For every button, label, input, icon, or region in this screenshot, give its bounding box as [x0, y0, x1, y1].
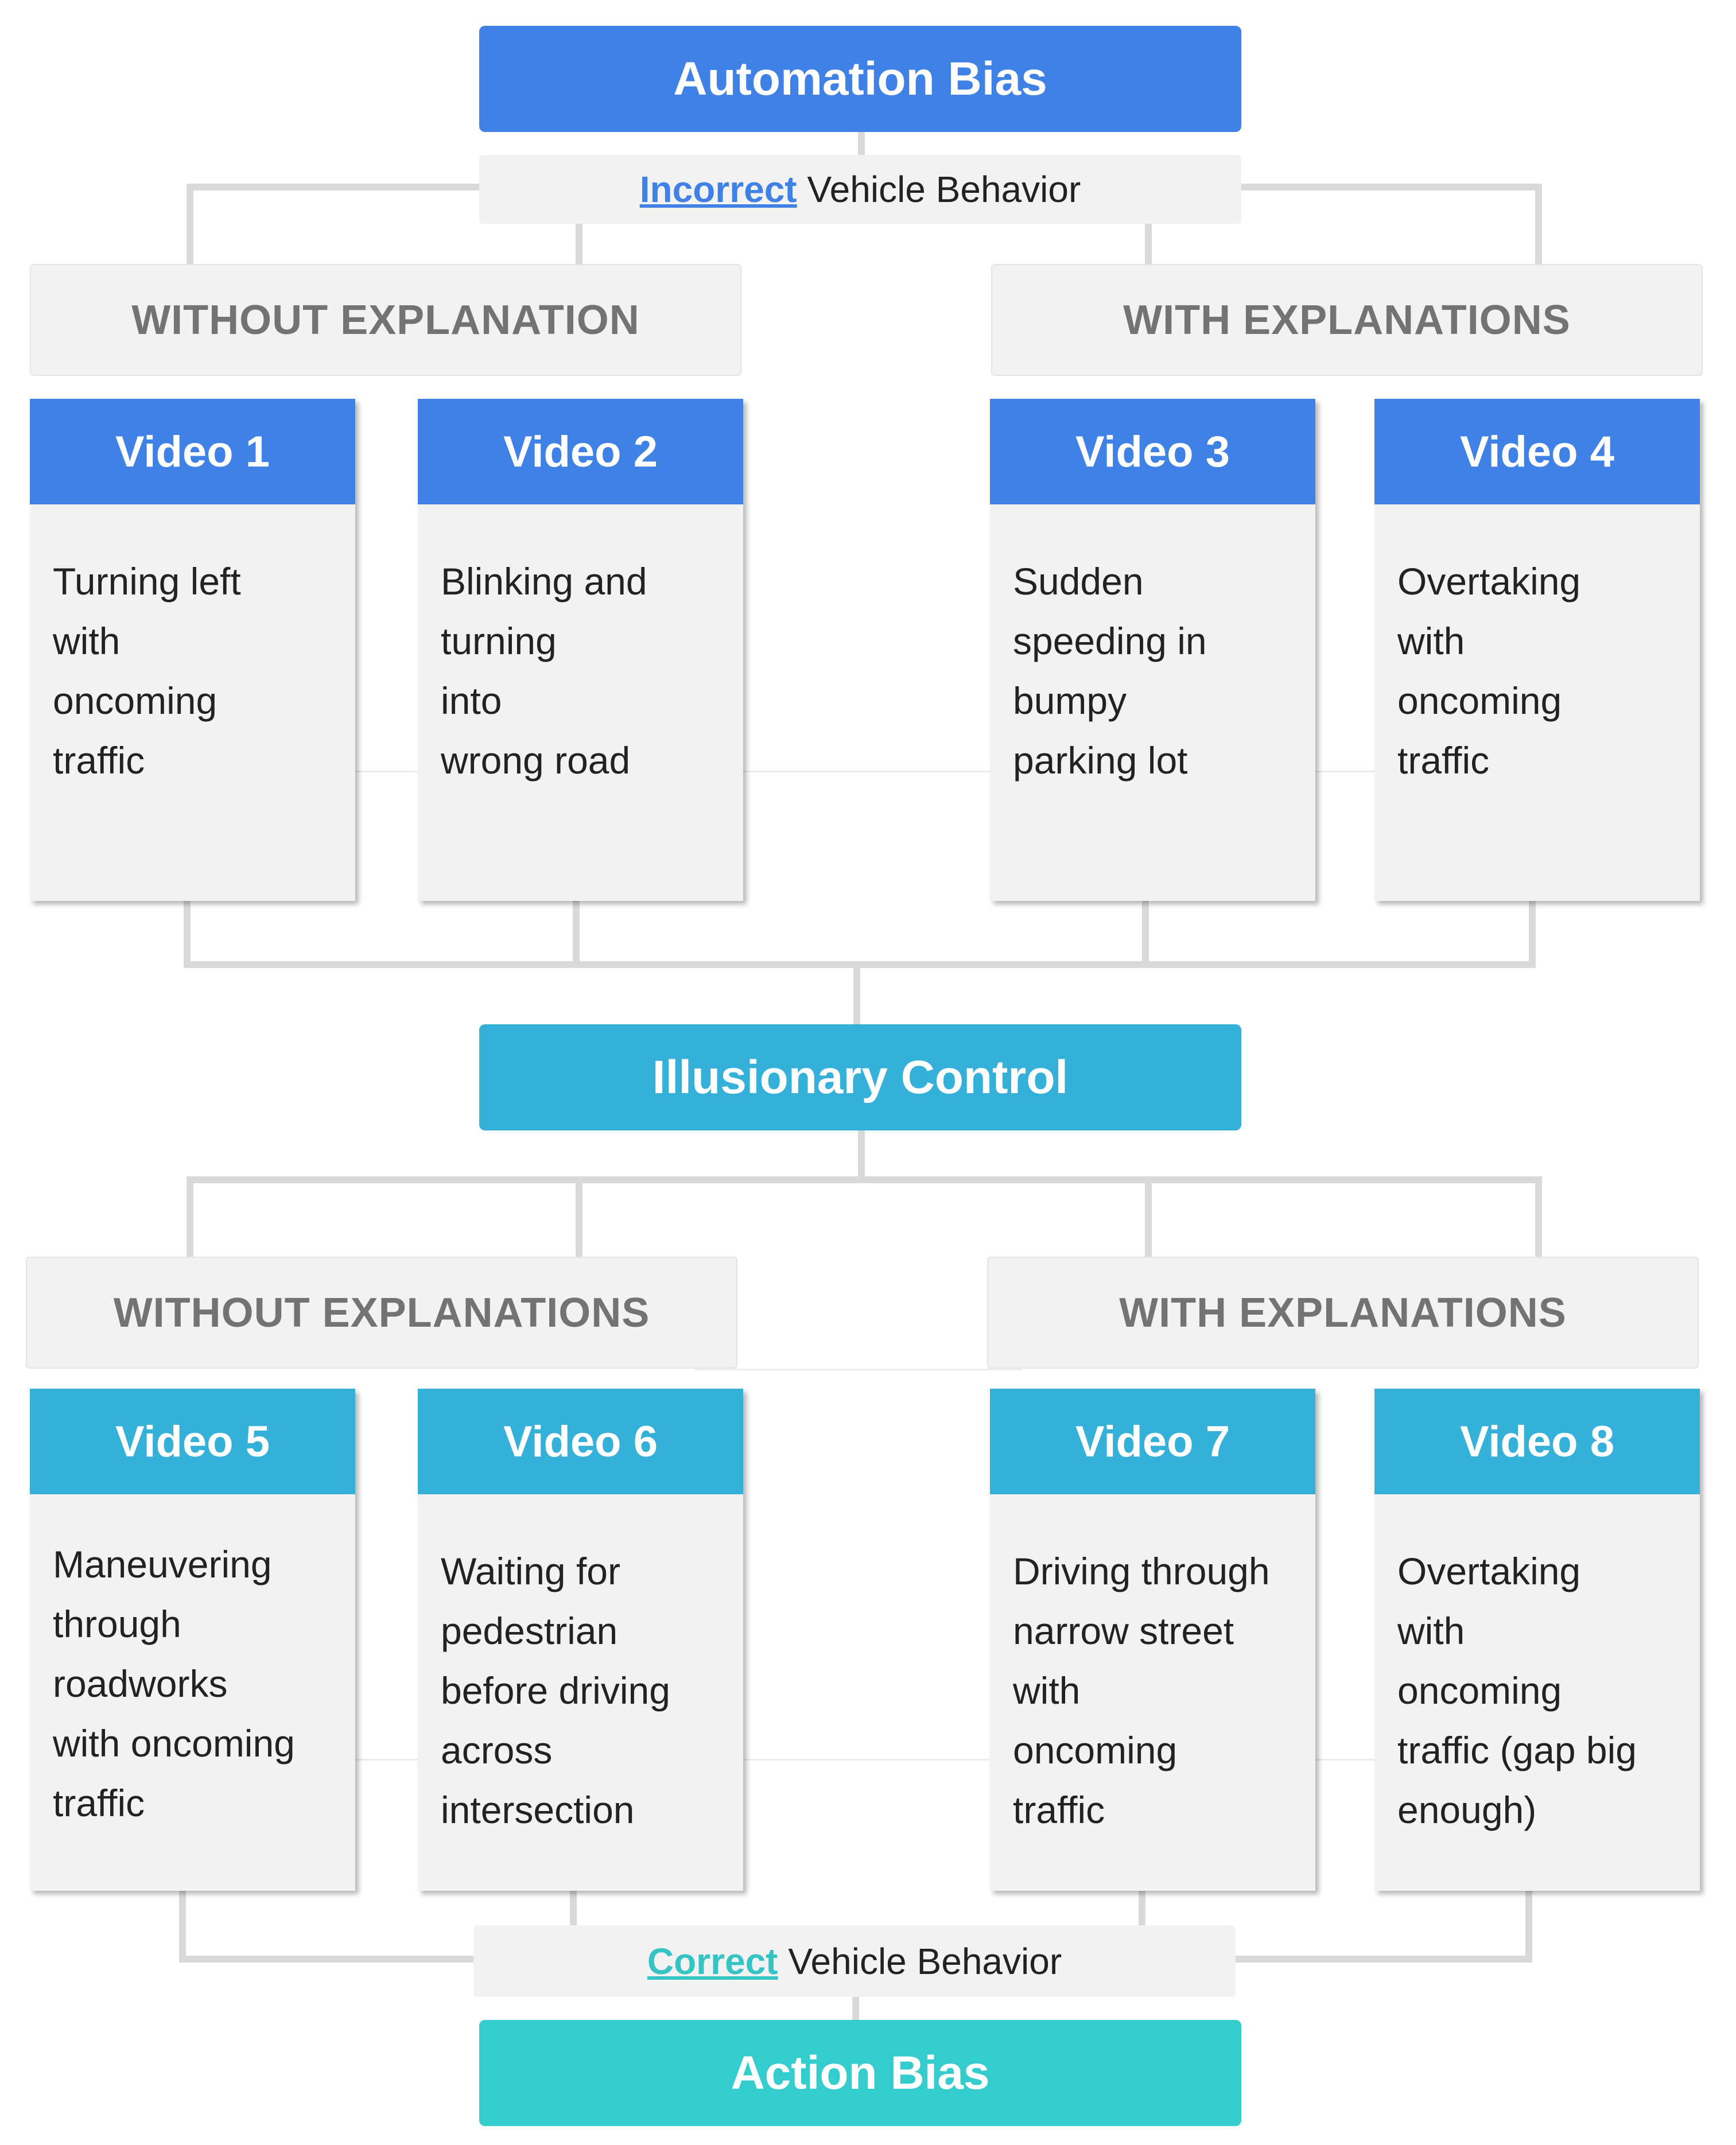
video-description [1374, 1494, 1700, 1840]
description-line: traffic (gap big [1397, 1729, 1637, 1771]
connector [1145, 222, 1152, 264]
video-card-header: Video 3 [990, 399, 1315, 504]
with-explanations-header: WITH EXPLANATIONS [991, 264, 1703, 376]
description-line: Driving through [1013, 1550, 1270, 1592]
connector [576, 222, 582, 264]
connector [187, 184, 193, 264]
video-description [30, 504, 355, 790]
connector [1312, 771, 1374, 772]
description-line: Overtaking [1397, 1550, 1581, 1592]
connector [1535, 184, 1542, 264]
description-line: oncoming [1397, 1669, 1562, 1712]
connector [740, 771, 993, 772]
vehicle-behavior-text: Vehicle Behavior [807, 169, 1081, 210]
connector [1240, 184, 1542, 191]
description-line: oncoming [53, 679, 218, 722]
description-line: with oncoming [53, 1722, 295, 1765]
connector [1139, 1885, 1145, 1925]
video-description [990, 1494, 1315, 1840]
description-line: parking lot [1013, 739, 1188, 782]
video-card-8 [1374, 1389, 1700, 1891]
video-card-4 [1374, 399, 1700, 901]
connector [179, 1885, 186, 1963]
connector [1529, 895, 1536, 967]
description-line: wrong road [441, 739, 631, 782]
description-line: into [441, 679, 502, 722]
connector [354, 1759, 418, 1761]
description-line: enough) [1397, 1789, 1537, 1831]
video-description [1374, 504, 1700, 790]
with-explanations-header: WITH EXPLANATIONS [987, 1257, 1699, 1369]
incorrect-vehicle-behavior-label [479, 155, 1241, 224]
connector [184, 895, 191, 967]
video-card-7 [990, 1389, 1315, 1891]
description-line: narrow street [1013, 1610, 1234, 1652]
description-line: with [1397, 620, 1465, 662]
incorrect-keyword: Incorrect [639, 169, 797, 210]
description-line: oncoming [1397, 679, 1562, 722]
correct-keyword: Correct [647, 1940, 778, 1982]
video-card-header: Video 7 [990, 1389, 1315, 1494]
video-card-header: Video 4 [1374, 399, 1700, 504]
connector [740, 1759, 993, 1761]
automation-bias-title: Automation Bias [479, 26, 1241, 132]
description-line: speeding in [1013, 620, 1207, 662]
connector [187, 1176, 1542, 1183]
description-line: oncoming [1013, 1729, 1178, 1771]
description-line: Sudden [1013, 560, 1144, 603]
description-line: Turning left [53, 560, 241, 603]
connector [1312, 1759, 1374, 1761]
video-card-header: Video 2 [418, 399, 743, 504]
connector [179, 1956, 477, 1963]
connector [858, 132, 865, 155]
description-line: bumpy [1013, 679, 1127, 722]
description-line: Overtaking [1397, 560, 1581, 603]
description-line: intersection [441, 1789, 635, 1831]
description-line: traffic [53, 739, 145, 782]
description-line: pedestrian [441, 1610, 618, 1652]
description-line: Waiting for [441, 1550, 620, 1592]
connector [1234, 1956, 1532, 1963]
description-line: Maneuvering [53, 1543, 272, 1586]
correct-vehicle-behavior-label [473, 1925, 1236, 1997]
video-card-1 [30, 399, 355, 901]
vehicle-behavior-text: Vehicle Behavior [788, 1940, 1062, 1982]
description-line: traffic [1013, 1789, 1105, 1831]
video-description [990, 504, 1315, 790]
without-explanations-header: WITHOUT EXPLANATIONS [26, 1257, 737, 1369]
connector [1142, 895, 1149, 967]
connector [573, 895, 580, 967]
description-line: turning [441, 620, 557, 662]
connector [576, 1176, 582, 1257]
connector [570, 1885, 577, 1925]
illusionary-control-title: Illusionary Control [479, 1024, 1241, 1130]
video-card-2 [418, 399, 743, 901]
description-line: before driving [441, 1669, 670, 1712]
without-explanation-header: WITHOUT EXPLANATION [30, 264, 741, 376]
description-line: traffic [1397, 739, 1490, 782]
connector [187, 1176, 193, 1257]
connector [187, 184, 480, 191]
connector [1145, 1176, 1152, 1257]
description-line: roadworks [53, 1662, 228, 1705]
connector [853, 961, 860, 1024]
video-description [418, 504, 743, 790]
video-description [418, 1494, 743, 1840]
video-card-header: Video 5 [30, 1389, 355, 1494]
connector [1525, 1885, 1532, 1963]
video-card-header: Video 8 [1374, 1389, 1700, 1494]
video-card-5 [30, 1389, 355, 1891]
description-line: traffic [53, 1782, 145, 1824]
description-line: through [53, 1603, 181, 1645]
description-line: with [1397, 1610, 1465, 1652]
connector [1535, 1176, 1542, 1257]
video-card-header: Video 6 [418, 1389, 743, 1494]
action-bias-title: Action Bias [479, 2020, 1241, 2126]
description-line: with [1013, 1669, 1081, 1712]
description-line: Blinking and [441, 560, 647, 603]
video-card-6 [418, 1389, 743, 1891]
connector [858, 1128, 865, 1182]
connector [354, 771, 418, 772]
connector [852, 1996, 859, 2020]
video-card-header: Video 1 [30, 399, 355, 504]
description-line: with [53, 620, 121, 662]
video-card-3 [990, 399, 1315, 901]
video-description [30, 1494, 355, 1833]
description-line: across [441, 1729, 553, 1771]
connector [694, 1369, 1022, 1370]
